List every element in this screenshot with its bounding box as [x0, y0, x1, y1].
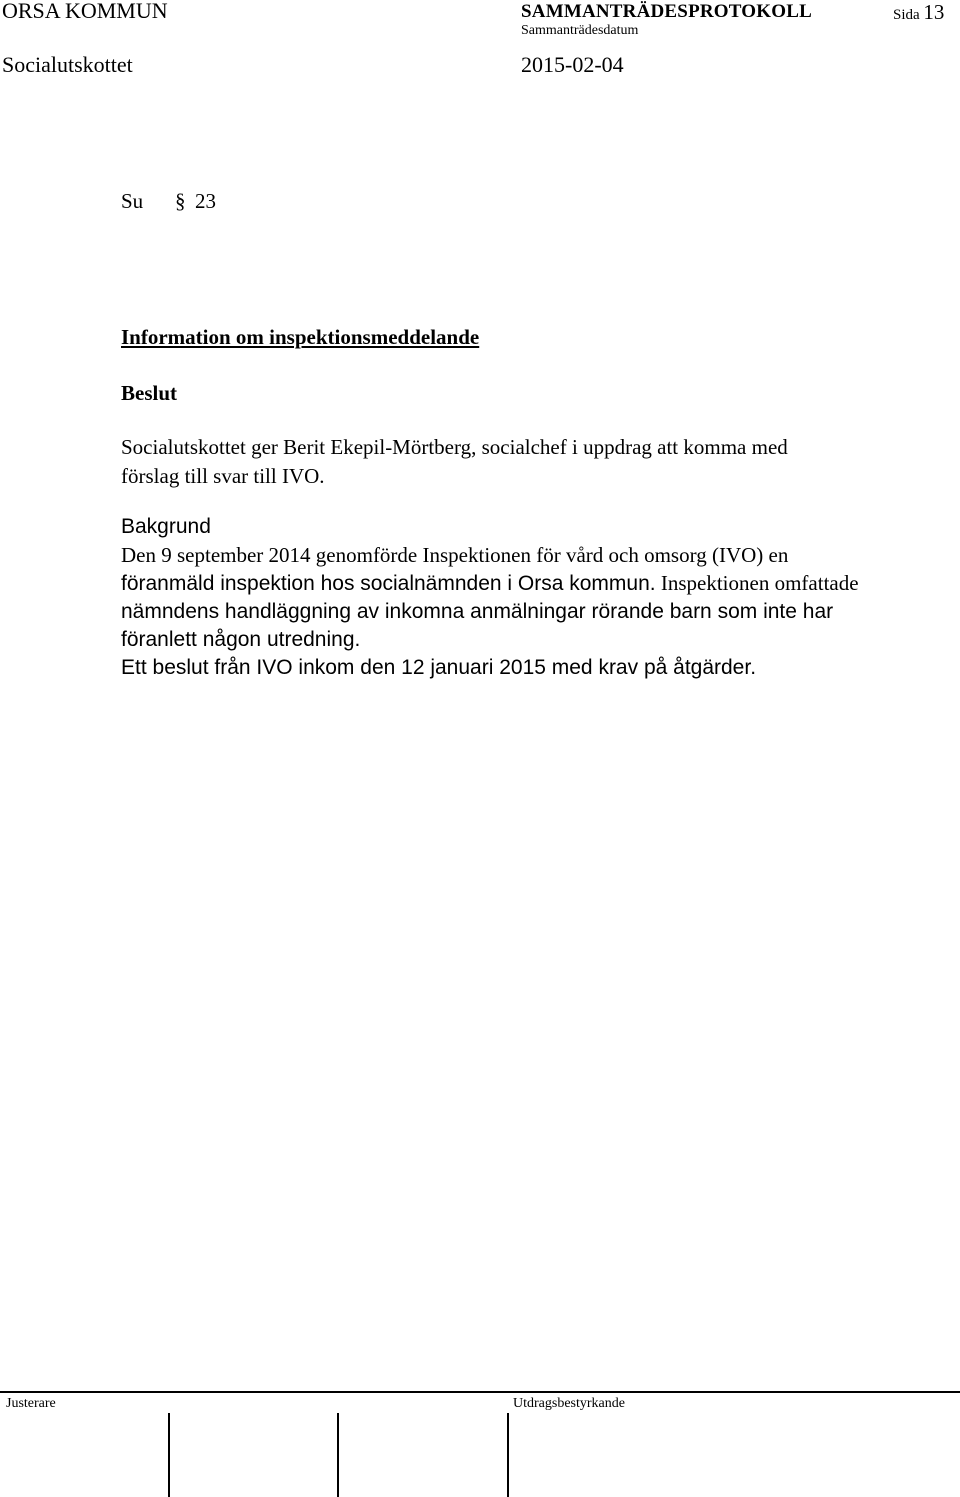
page-label: Sida — [893, 7, 920, 23]
paragraph-number: 23 — [195, 189, 216, 213]
utdragsbestyrkande-label: Utdragsbestyrkande — [513, 1396, 625, 1411]
organization-name: ORSA KOMMUN — [2, 0, 168, 23]
signature-box-divider — [168, 1413, 170, 1497]
meeting-date-label: Sammanträdesdatum — [521, 23, 639, 38]
signature-box-divider — [507, 1413, 509, 1497]
justerare-label: Justerare — [6, 1396, 56, 1411]
bakgrund-line: Ett beslut från IVO inkom den 12 januari 2015 med krav på åtgärder. — [121, 656, 757, 679]
signature-box-divider — [337, 1413, 339, 1497]
section-heading: Information om inspektionsmeddelande — [121, 325, 480, 349]
bakgrund-line: Den 9 september 2014 genomförde Inspektionen för vård och omsorg (IVO) en — [121, 543, 789, 567]
beslut-line: Socialutskottet ger Berit Ekepil-Mörtberg, socialchef i uppdrag att komma med — [121, 435, 788, 459]
committee-name: Socialutskottet — [2, 52, 133, 77]
beslut-line: förslag till svar till IVO. — [121, 464, 325, 488]
page-indicator — [893, 0, 944, 25]
bakgrund-line-part: föranmäld inspektion hos socialnämnden i Orsa kommun. — [121, 572, 656, 595]
bakgrund-heading: Bakgrund — [121, 515, 211, 538]
beslut-heading: Beslut — [121, 381, 178, 405]
bakgrund-line-part: Inspektionen omfattade — [655, 571, 859, 595]
bakgrund-text — [121, 541, 921, 682]
bakgrund-line: föranlett någon utredning. — [121, 628, 361, 651]
beslut-text — [121, 433, 901, 491]
bakgrund-line — [121, 569, 921, 598]
bakgrund-line: nämndens handläggning av inkomna anmälningar rörande barn som inte har — [121, 600, 834, 623]
protocol-title: SAMMANTRÄDESPROTOKOLL — [521, 1, 812, 22]
meeting-date: 2015-02-04 — [521, 52, 624, 77]
paragraph-prefix: Su — [121, 189, 144, 213]
page-number: 13 — [923, 0, 945, 24]
paragraph-sign: § — [175, 189, 186, 213]
footer-divider — [0, 1391, 960, 1393]
